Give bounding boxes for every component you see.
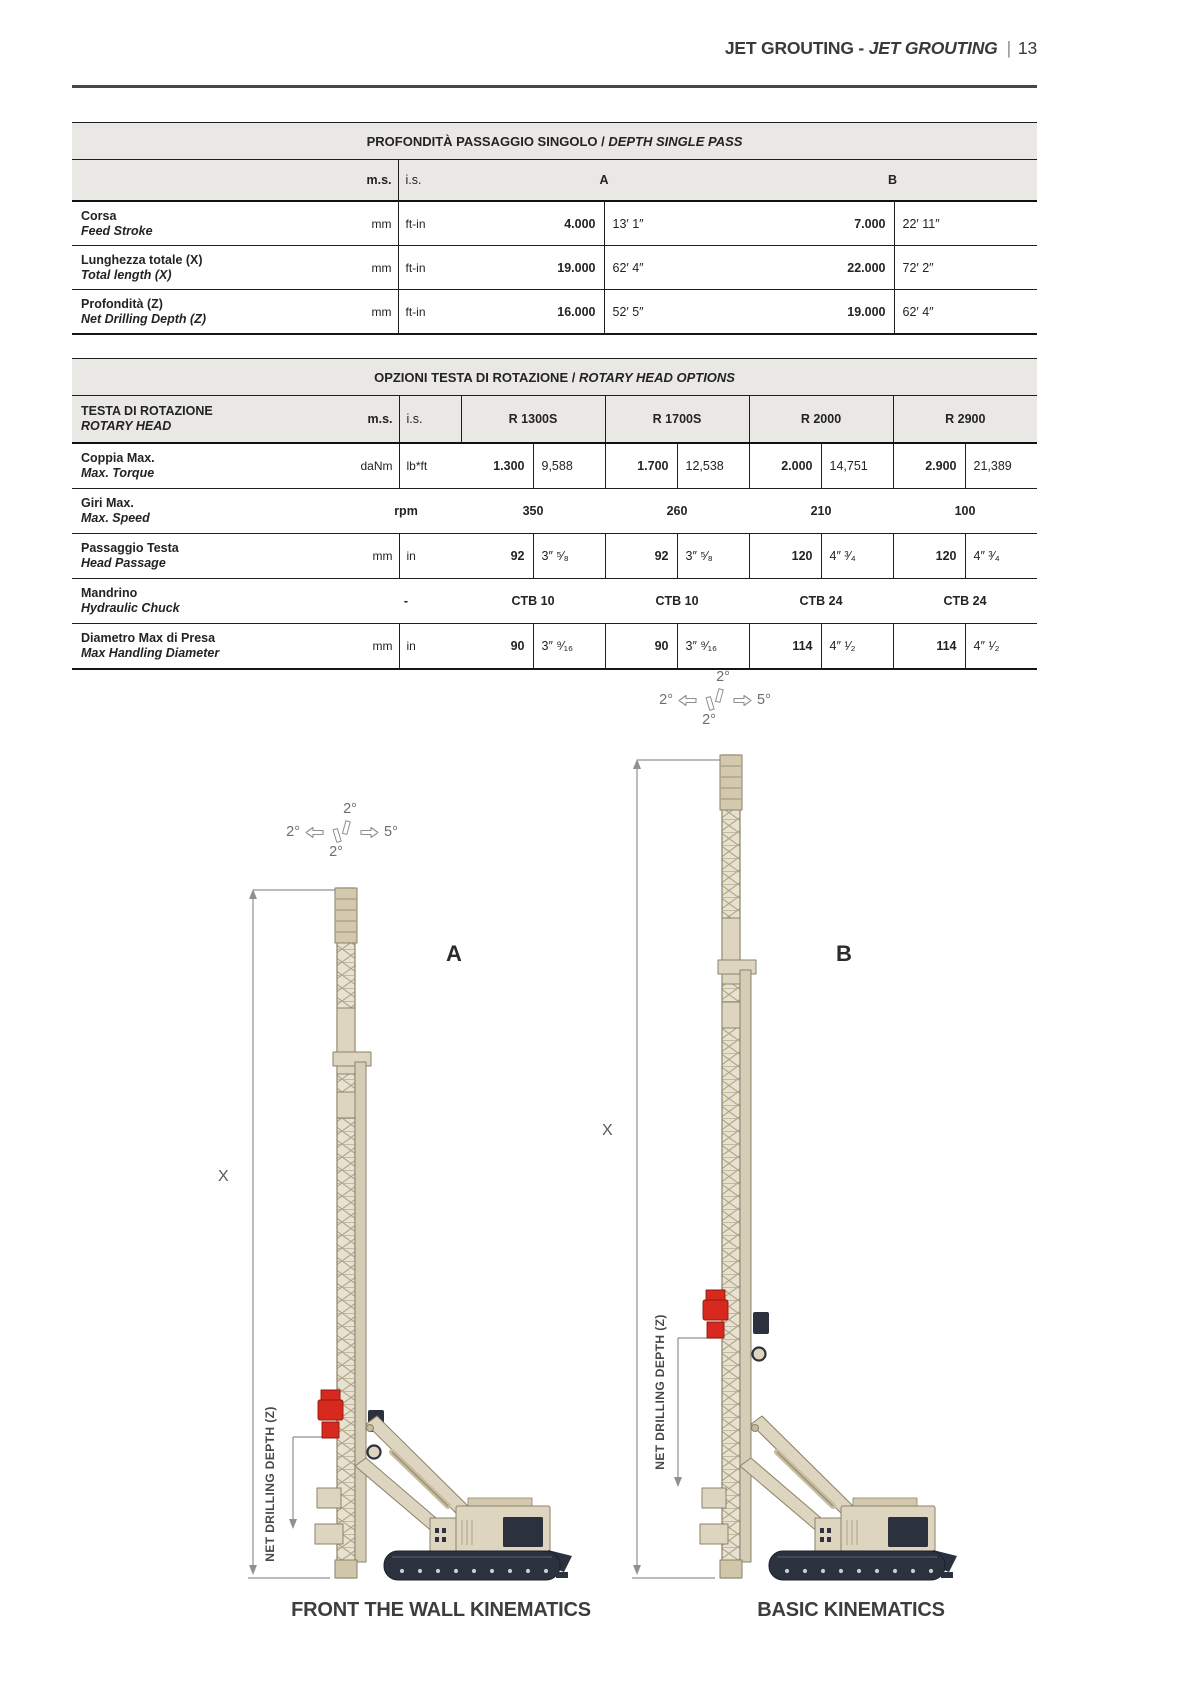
page-title: JET GROUTING - <box>724 38 865 58</box>
cell-b-imperial: 62′ 4″ <box>894 290 1037 335</box>
rig-b <box>632 755 957 1580</box>
tilt-mast-icon <box>329 820 355 844</box>
label-en: Total length (X) <box>81 267 172 282</box>
cell-a-metric: 19.000 <box>557 260 596 275</box>
cell-imperial: 4″ ³⁄₄ <box>821 534 893 579</box>
label-en: Feed Stroke <box>81 223 153 238</box>
page-number: 13 <box>1017 38 1037 58</box>
tilt-annotation-b <box>645 670 785 728</box>
cell-unit: rpm <box>394 504 418 518</box>
label-it: Giri Max. <box>81 496 134 510</box>
cell-metric: 120 <box>893 534 965 579</box>
cell-unit-imperial: lb*ft <box>399 443 461 489</box>
cell-a-imperial: 62′ 4″ <box>604 246 748 290</box>
tilt-up-value: 2° <box>343 801 357 817</box>
cell-imperial: 3″ ⁵⁄₈ <box>677 534 749 579</box>
col-b: B <box>748 160 1037 202</box>
col-model-r1300s: R 1300S <box>461 396 605 444</box>
cell-imperial: 9,588 <box>533 443 605 489</box>
tilt-left-value: 2° <box>659 692 673 708</box>
cell-imperial: 4″ ¹⁄₂ <box>965 624 1037 670</box>
cell-metric: 1.700 <box>605 443 677 489</box>
cell-unit-metric: mm <box>372 549 393 563</box>
arrow-right-icon <box>360 826 379 839</box>
label-en: Max Handling Diameter <box>81 646 220 660</box>
table-title-en: ROTARY HEAD OPTIONS <box>578 369 735 385</box>
label-it: Profondità (Z) <box>81 296 163 311</box>
arrow-left-icon <box>305 826 324 839</box>
diagram-b-label: B <box>836 941 852 966</box>
cell-b-imperial: 72′ 2″ <box>894 246 1037 290</box>
caption-basic: BASIC KINEMATICS <box>757 1599 945 1621</box>
col-model-r2000: R 2000 <box>749 396 893 444</box>
tilt-down-value: 2° <box>702 712 716 728</box>
table-title-en: DEPTH SINGLE PASS <box>608 133 743 149</box>
cell-imperial: 21,389 <box>965 443 1037 489</box>
cell-a-metric: 16.000 <box>557 304 596 319</box>
label-en: Max. Torque <box>81 466 155 480</box>
cell-b-metric: 19.000 <box>847 304 886 319</box>
label-en: Max. Speed <box>81 511 150 525</box>
cell-a-metric: 4.000 <box>564 216 596 231</box>
cell-metric: 2.900 <box>893 443 965 489</box>
col-is: i.s. <box>398 160 460 202</box>
cell-imperial: 3″ ⁹⁄₁₆ <box>533 624 605 670</box>
arrow-right-icon <box>733 694 752 707</box>
cell-unit: - <box>403 594 409 608</box>
tilt-right-value: 5° <box>384 824 398 840</box>
label-en: Net Drilling Depth (Z) <box>81 311 206 326</box>
label-it: Coppia Max. <box>81 451 155 465</box>
page-title-italic: JET GROUTING <box>868 38 998 58</box>
cell-metric: 120 <box>749 534 821 579</box>
cell-imperial: 14,751 <box>821 443 893 489</box>
tilt-down-value: 2° <box>329 844 343 860</box>
cell-metric: 92 <box>510 549 525 563</box>
tilt-left-value: 2° <box>286 824 300 840</box>
cell-unit-metric: mm <box>371 304 392 319</box>
cell-value: 260 <box>666 504 688 518</box>
cell-a-imperial: 52′ 5″ <box>604 290 748 335</box>
net-drilling-depth-label-a: NET DRILLING DEPTH (Z) <box>263 1406 277 1562</box>
cell-value: 210 <box>810 504 832 518</box>
tilt-mast-icon <box>702 688 728 712</box>
cell-metric: 90 <box>605 624 677 670</box>
col-is: i.s. <box>399 396 461 444</box>
diagram-a-label: A <box>446 941 462 966</box>
col-model-r2900: R 2900 <box>893 396 1037 444</box>
tilt-right-value: 5° <box>757 692 771 708</box>
cell-imperial: 4″ ³⁄₄ <box>965 534 1037 579</box>
tilt-annotation-a <box>272 802 412 860</box>
x-dimension-label-a: X <box>218 1168 229 1185</box>
cell-b-metric: 22.000 <box>847 260 886 275</box>
net-drilling-depth-label-b: NET DRILLING DEPTH (Z) <box>653 1314 667 1470</box>
label-en: ROTARY HEAD <box>81 419 172 433</box>
cell-value: 350 <box>522 504 544 518</box>
cell-b-imperial: 22′ 11″ <box>894 201 1037 246</box>
label-it: TESTA DI ROTAZIONE <box>81 404 213 418</box>
cell-unit-metric: mm <box>371 260 392 275</box>
table-title-it: OPZIONI TESTA DI ROTAZIONE / <box>374 369 579 385</box>
tilt-up-value: 2° <box>716 669 730 685</box>
rig-a <box>248 888 572 1580</box>
cell-b-metric: 7.000 <box>854 216 886 231</box>
x-dimension-label-b: X <box>602 1122 613 1139</box>
label-en: Head Passage <box>81 556 166 570</box>
label-en: Hydraulic Chuck <box>81 601 180 615</box>
cell-unit-imperial: in <box>399 534 461 579</box>
cell-unit-imperial: in <box>399 624 461 670</box>
col-ms: m.s. <box>351 396 399 444</box>
col-a: A <box>460 160 748 202</box>
cell-metric: 114 <box>893 624 965 670</box>
label-it: Corsa <box>81 208 117 223</box>
col-ms: m.s. <box>350 160 398 202</box>
cell-value: CTB 10 <box>655 594 699 608</box>
cell-metric: 1.300 <box>493 459 525 473</box>
header-separator: | <box>1006 38 1011 58</box>
cell-value: CTB 10 <box>511 594 555 608</box>
cell-imperial: 3″ ⁵⁄₈ <box>533 534 605 579</box>
col-model-r1700s: R 1700S <box>605 396 749 444</box>
table-title-it: PROFONDITÀ PASSAGGIO SINGOLO / <box>366 133 609 149</box>
cell-value: 100 <box>954 504 976 518</box>
cell-imperial: 3″ ⁹⁄₁₆ <box>677 624 749 670</box>
label-it: Passaggio Testa <box>81 541 179 555</box>
cell-a-imperial: 13′ 1″ <box>604 201 748 246</box>
cell-unit-metric: mm <box>372 639 393 653</box>
cell-unit-imperial: ft-in <box>398 290 460 335</box>
label-it: Lunghezza totale (X) <box>81 252 203 267</box>
cell-metric: 114 <box>749 624 821 670</box>
cell-imperial: 12,538 <box>677 443 749 489</box>
arrow-left-icon <box>678 694 697 707</box>
label-it: Diametro Max di Presa <box>81 631 216 645</box>
cell-metric: 90 <box>510 639 525 653</box>
label-it: Mandrino <box>81 586 138 600</box>
cell-unit-imperial: ft-in <box>398 246 460 290</box>
cell-value: CTB 24 <box>799 594 843 608</box>
cell-value: CTB 24 <box>943 594 987 608</box>
cell-unit-metric: mm <box>371 216 392 231</box>
caption-front-the-wall: FRONT THE WALL KINEMATICS <box>291 1599 591 1621</box>
cell-unit-metric: daNm <box>360 459 393 473</box>
cell-metric: 2.000 <box>749 443 821 489</box>
cell-metric: 92 <box>605 534 677 579</box>
cell-imperial: 4″ ¹⁄₂ <box>821 624 893 670</box>
cell-unit-imperial: ft-in <box>398 201 460 246</box>
